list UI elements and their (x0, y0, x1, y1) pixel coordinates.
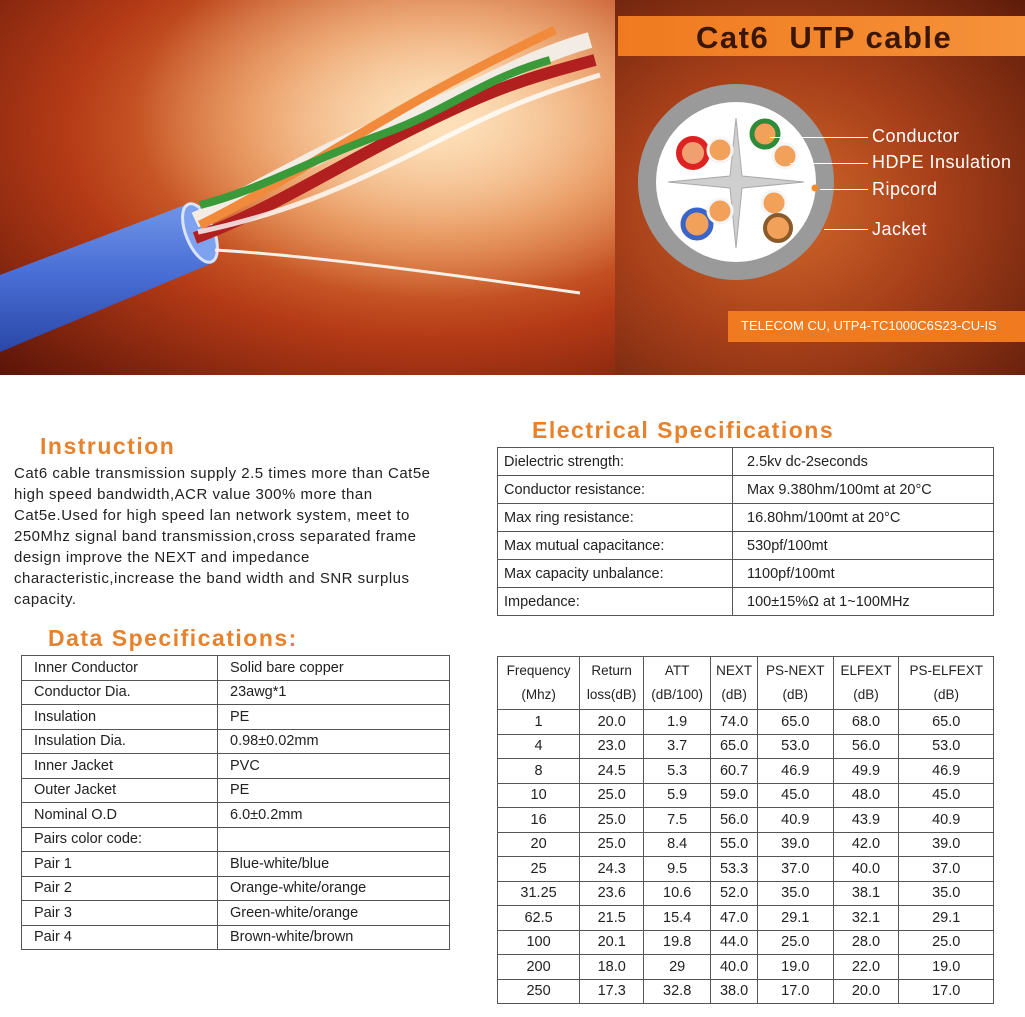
electrical-key: Dielectric strength: (498, 448, 733, 476)
cable-photo (0, 0, 615, 375)
table-cell: 28.0 (833, 930, 899, 955)
spec-key: Insulation Dia. (22, 729, 218, 754)
table-cell: 20.0 (833, 979, 899, 1004)
table-cell: 55.0 (711, 832, 758, 857)
table-cell: 56.0 (833, 734, 899, 759)
table-cell: 4 (498, 734, 580, 759)
table-cell: 35.0 (758, 881, 833, 906)
data-spec-row (22, 729, 450, 754)
column-header (580, 657, 644, 710)
electrical-value: 1100pf/100mt (733, 560, 994, 588)
spec-key: Inner Conductor (22, 656, 218, 681)
column-header-name: PS-ELFEXT (909, 663, 983, 678)
table-cell: 22.0 (833, 955, 899, 980)
column-header-unit: (Mhz) (521, 687, 556, 702)
table-cell: 38.0 (711, 979, 758, 1004)
table-cell: 5.3 (644, 759, 711, 784)
table-cell: 8.4 (644, 832, 711, 857)
electrical-spec-row (498, 504, 994, 532)
table-cell: 65.0 (758, 710, 833, 735)
cable-cross-section (634, 80, 839, 285)
table-cell: 250 (498, 979, 580, 1004)
table-cell: 3.7 (644, 734, 711, 759)
instruction-text: Cat6 cable transmission supply 2.5 times more than Cat5e high speed bandwidth,ACR value 300% more than Cat5e.Used for high speed lan network system, meet to 250Mhz signal band transmission,cross separated frame design improve the NEXT and impedance characteristic,increase the band width and SNR surplus capacity. (14, 465, 431, 608)
column-header-name: Return (591, 663, 632, 678)
table-cell: 65.0 (711, 734, 758, 759)
table-row (498, 930, 994, 955)
table-cell: 65.0 (899, 710, 994, 735)
table-cell: 68.0 (833, 710, 899, 735)
electrical-key: Max capacity unbalance: (498, 560, 733, 588)
spec-key: Nominal O.D (22, 803, 218, 828)
table-cell: 40.9 (758, 808, 833, 833)
table-cell: 44.0 (711, 930, 758, 955)
table-cell: 21.5 (580, 906, 644, 931)
table-row (498, 710, 994, 735)
table-cell: 15.4 (644, 906, 711, 931)
spec-value: 0.98±0.02mm (218, 729, 450, 754)
data-spec-row (22, 876, 450, 901)
table-cell: 35.0 (899, 881, 994, 906)
electrical-spec-row (498, 588, 994, 616)
data-spec-row (22, 827, 450, 852)
table-row (498, 734, 994, 759)
spec-value: Orange-white/orange (218, 876, 450, 901)
electrical-spec-table (497, 447, 994, 616)
electrical-spec-row (498, 448, 994, 476)
spec-value: Blue-white/blue (218, 852, 450, 877)
column-header (644, 657, 711, 710)
table-cell: 40.9 (899, 808, 994, 833)
column-header (833, 657, 899, 710)
table-cell: 25.0 (899, 930, 994, 955)
electrical-spec-row (498, 532, 994, 560)
table-cell: 45.0 (899, 783, 994, 808)
ripcord-leader-line (820, 189, 868, 190)
column-header (899, 657, 994, 710)
table-row (498, 906, 994, 931)
spec-key: Pairs color code: (22, 827, 218, 852)
table-cell: 19.0 (899, 955, 994, 980)
table-cell: 45.0 (758, 783, 833, 808)
table-cell: 60.7 (711, 759, 758, 784)
data-spec-row (22, 925, 450, 950)
part-number-bar (728, 311, 1025, 342)
electrical-key: Conductor resistance: (498, 476, 733, 504)
table-cell: 29 (644, 955, 711, 980)
table-cell: 7.5 (644, 808, 711, 833)
table-row (498, 955, 994, 980)
electrical-value: 2.5kv dc-2seconds (733, 448, 994, 476)
table-cell: 40.0 (711, 955, 758, 980)
table-cell: 59.0 (711, 783, 758, 808)
table-cell: 100 (498, 930, 580, 955)
data-spec-heading: Data Specifications: (48, 625, 298, 651)
data-spec-row (22, 680, 450, 705)
table-cell: 38.1 (833, 881, 899, 906)
table-cell: 8 (498, 759, 580, 784)
table-cell: 24.5 (580, 759, 644, 784)
frequency-performance-table (497, 656, 994, 1004)
spec-key: Outer Jacket (22, 778, 218, 803)
spec-value: Brown-white/brown (218, 925, 450, 950)
table-cell: 53.0 (899, 734, 994, 759)
insulation-leader-line (790, 163, 868, 164)
table-cell: 17.0 (758, 979, 833, 1004)
electrical-value: 16.80hm/100mt at 20°C (733, 504, 994, 532)
table-row (498, 808, 994, 833)
column-header-name: NEXT (716, 663, 753, 678)
spec-value: Green-white/orange (218, 901, 450, 926)
insulation-label: HDPE Insulation (872, 152, 1012, 172)
table-cell: 31.25 (498, 881, 580, 906)
column-header-name: ATT (664, 663, 690, 678)
table-cell: 49.9 (833, 759, 899, 784)
spec-key: Pair 3 (22, 901, 218, 926)
table-cell: 19.8 (644, 930, 711, 955)
table-cell: 29.1 (758, 906, 833, 931)
table-row (498, 783, 994, 808)
electrical-value: 100±15%Ω at 1~100MHz (733, 588, 994, 616)
electrical-value: Max 9.380hm/100mt at 20°C (733, 476, 994, 504)
table-row (498, 881, 994, 906)
jacket-label: Jacket (872, 219, 928, 239)
table-cell: 29.1 (899, 906, 994, 931)
table-cell: 24.3 (580, 857, 644, 882)
table-cell: 10 (498, 783, 580, 808)
table-cell: 18.0 (580, 955, 644, 980)
column-header-unit: (dB) (933, 687, 959, 702)
table-cell: 25.0 (758, 930, 833, 955)
table-cell: 17.0 (899, 979, 994, 1004)
jacket-leader-line (824, 229, 868, 230)
table-cell: 5.9 (644, 783, 711, 808)
conductor-leader-line (770, 137, 868, 138)
column-header-unit: (dB/100) (651, 687, 704, 702)
column-header (711, 657, 758, 710)
spec-key: Pair 4 (22, 925, 218, 950)
table-cell: 25.0 (580, 808, 644, 833)
table-cell: 48.0 (833, 783, 899, 808)
table-row (498, 832, 994, 857)
table-cell: 32.8 (644, 979, 711, 1004)
table-row (498, 759, 994, 784)
electrical-key: Max mutual capacitance: (498, 532, 733, 560)
page-title: Cat6 UTP cable (696, 20, 953, 55)
electrical-value: 530pf/100mt (733, 532, 994, 560)
column-header-unit: (dB) (782, 687, 809, 702)
column-header-name: Frequency (506, 663, 571, 678)
data-spec-row (22, 705, 450, 730)
table-cell: 39.0 (899, 832, 994, 857)
table-cell: 20.0 (580, 710, 644, 735)
table-cell: 37.0 (899, 857, 994, 882)
table-cell: 23.6 (580, 881, 644, 906)
ripcord-label: Ripcord (872, 179, 938, 199)
table-cell: 20.1 (580, 930, 644, 955)
table-cell: 16 (498, 808, 580, 833)
data-spec-row (22, 754, 450, 779)
column-header-name: ELFEXT (840, 663, 892, 678)
column-header-name: PS-NEXT (766, 663, 825, 678)
data-spec-row (22, 778, 450, 803)
table-cell: 52.0 (711, 881, 758, 906)
column-header-unit: loss(dB) (586, 687, 637, 702)
electrical-spec-heading: Electrical Specifications (532, 417, 835, 443)
table-cell: 46.9 (758, 759, 833, 784)
spec-value (218, 827, 450, 852)
table-cell: 74.0 (711, 710, 758, 735)
electrical-key: Impedance: (498, 588, 733, 616)
data-spec-row (22, 803, 450, 828)
data-spec-row (22, 656, 450, 681)
table-cell: 25.0 (580, 832, 644, 857)
table-cell: 1.9 (644, 710, 711, 735)
column-header (498, 657, 580, 710)
table-row (498, 857, 994, 882)
table-cell: 43.9 (833, 808, 899, 833)
instruction-heading: Instruction (40, 433, 176, 459)
table-cell: 32.1 (833, 906, 899, 931)
table-cell: 19.0 (758, 955, 833, 980)
table-row (498, 979, 994, 1004)
spec-value: 6.0±0.2mm (218, 803, 450, 828)
table-cell: 25.0 (580, 783, 644, 808)
table-cell: 9.5 (644, 857, 711, 882)
table-cell: 53.3 (711, 857, 758, 882)
table-cell: 37.0 (758, 857, 833, 882)
table-cell: 200 (498, 955, 580, 980)
part-number: TELECOM CU, UTP4-TC1000C6S23-CU-IS (741, 318, 997, 333)
table-cell: 1 (498, 710, 580, 735)
table-cell: 53.0 (758, 734, 833, 759)
electrical-spec-row (498, 476, 994, 504)
table-cell: 40.0 (833, 857, 899, 882)
table-cell: 20 (498, 832, 580, 857)
data-spec-table (21, 655, 450, 950)
conductor-label: Conductor (872, 126, 960, 146)
spec-value: PE (218, 705, 450, 730)
spec-value: 23awg*1 (218, 680, 450, 705)
column-header (758, 657, 833, 710)
table-cell: 10.6 (644, 881, 711, 906)
spec-value: PE (218, 778, 450, 803)
column-header-unit: (dB) (853, 687, 879, 702)
table-cell: 56.0 (711, 808, 758, 833)
spec-value: PVC (218, 754, 450, 779)
spec-key: Conductor Dia. (22, 680, 218, 705)
column-header-unit: (dB) (721, 687, 747, 702)
spec-key: Inner Jacket (22, 754, 218, 779)
title-bar (618, 16, 1025, 56)
spec-key: Pair 2 (22, 876, 218, 901)
table-cell: 25 (498, 857, 580, 882)
table-cell: 42.0 (833, 832, 899, 857)
cable-illustration (0, 0, 615, 375)
table-cell: 17.3 (580, 979, 644, 1004)
data-spec-row (22, 852, 450, 877)
table-cell: 39.0 (758, 832, 833, 857)
spec-value: Solid bare copper (218, 656, 450, 681)
spec-key: Pair 1 (22, 852, 218, 877)
electrical-key: Max ring resistance: (498, 504, 733, 532)
table-cell: 23.0 (580, 734, 644, 759)
table-cell: 46.9 (899, 759, 994, 784)
table-cell: 47.0 (711, 906, 758, 931)
electrical-spec-row (498, 560, 994, 588)
table-cell: 62.5 (498, 906, 580, 931)
data-spec-row (22, 901, 450, 926)
spec-key: Insulation (22, 705, 218, 730)
